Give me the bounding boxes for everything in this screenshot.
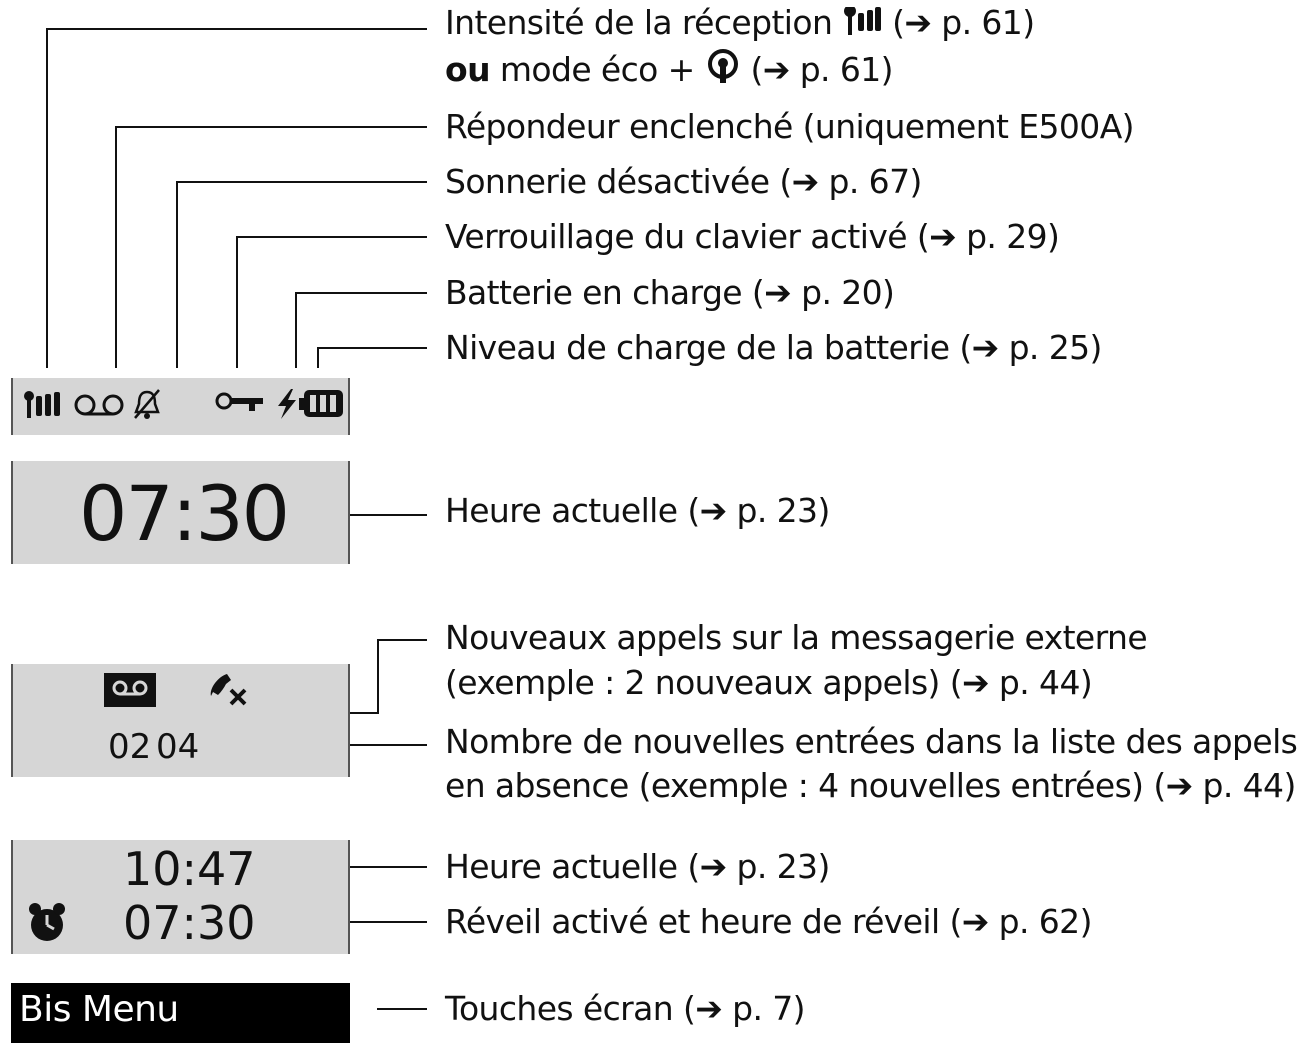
label-keypad-lock: Verrouillage du clavier activé (➔ p. 29)	[445, 217, 1060, 256]
label-new-voicemail-2: (exemple : 2 nouveaux appels) (➔ p. 44)	[445, 663, 1093, 702]
signal-strength-icon	[23, 390, 67, 420]
answering-machine-icon	[73, 394, 127, 418]
signal-strength-icon	[842, 7, 882, 37]
label-softkeys: Touches écran (➔ p. 7)	[445, 989, 805, 1028]
label-new-voicemail-1: Nouveaux appels sur la messagerie externe	[445, 618, 1148, 657]
label-eco-text: mode éco +	[499, 50, 695, 89]
alarm-clock-icon	[27, 902, 67, 944]
label-signal-strength	[445, 0, 1034, 46]
softkey-labels: Bis Menu	[19, 989, 179, 1030]
label-battery-charging: Batterie en charge (➔ p. 20)	[445, 273, 895, 312]
label-signal-text: Intensité de la réception	[445, 3, 833, 42]
voicemail-count: 02	[108, 727, 152, 767]
leader-answering-machine	[116, 127, 427, 368]
label-alarm: Réveil activé et heure de réveil (➔ p. 62)	[445, 902, 1092, 941]
eco-mode-icon	[705, 49, 741, 85]
current-time-small: 10:47	[123, 842, 256, 896]
label-eco-ref: (➔ p. 61)	[750, 50, 893, 89]
status-bar-display	[11, 378, 350, 435]
label-battery-level: Niveau de charge de la batterie (➔ p. 25)	[445, 328, 1102, 367]
messages-display	[11, 664, 350, 777]
leader-battery	[318, 348, 427, 368]
softkey-bar	[11, 983, 350, 1043]
leader-charging	[296, 293, 427, 368]
charging-bolt-icon	[275, 388, 299, 420]
label-current-time-1: Heure actuelle (➔ p. 23)	[445, 491, 830, 530]
missed-call-count: 04	[156, 727, 200, 767]
leader-ringer-off	[177, 182, 427, 368]
time-alarm-display	[11, 840, 350, 954]
ringer-off-icon	[131, 388, 163, 422]
label-missed-calls-1: Nombre de nouvelles entrées dans la liste des appels	[445, 722, 1298, 761]
missed-call-icon	[207, 670, 249, 708]
battery-icon	[299, 389, 345, 419]
key-lock-icon	[215, 391, 265, 413]
label-ringer-off: Sonnerie désactivée (➔ p. 67)	[445, 162, 922, 201]
idle-time-display	[11, 461, 350, 564]
label-eco-mode	[445, 47, 893, 93]
alarm-time: 07:30	[123, 896, 256, 950]
label-missed-calls-2: en absence (exemple : 4 nouvelles entrées) (➔ p. 44)	[445, 766, 1296, 805]
label-or: ou	[445, 50, 490, 89]
current-time-large: 07:30	[79, 469, 289, 558]
label-answering-machine: Répondeur enclenché (uniquement E500A)	[445, 107, 1134, 146]
label-signal-ref: (➔ p. 61)	[892, 3, 1035, 42]
label-current-time-2: Heure actuelle (➔ p. 23)	[445, 847, 830, 886]
voicemail-icon	[104, 673, 156, 707]
